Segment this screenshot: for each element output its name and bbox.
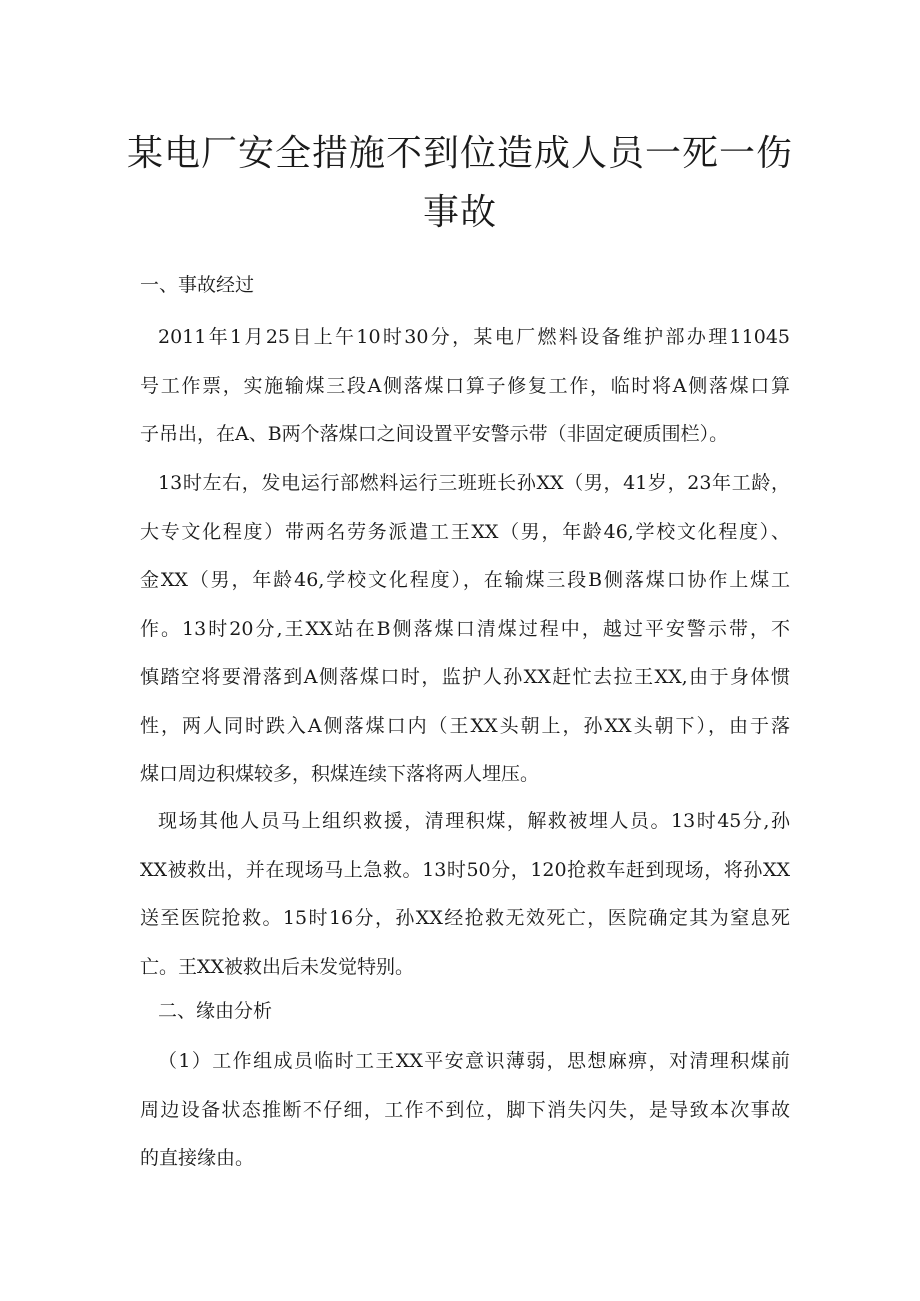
text-line: 金XX（男，年龄46,学校文化程度），在输煤三段B侧落煤口协作上煤工 bbox=[140, 569, 790, 591]
text-line: 作。13时20分,王XX站在B侧落煤口清煤过程中，越过平安警示带，不 bbox=[140, 617, 790, 640]
paragraph-accident-start bbox=[140, 313, 790, 459]
text-line: 慎踏空将要滑落到A侧落煤口时，监护人孙XX赶忙去拉王XX,由于身体惯 bbox=[140, 666, 790, 688]
text-line: 2011年1月25日上午10时30分，某电厂燃料设备维护部办理11045 bbox=[158, 326, 790, 348]
text-line: 的直接缘由。 bbox=[140, 1147, 255, 1169]
document-title-line-1: 某电厂安全措施不到位造成人员一死一伤 bbox=[126, 133, 793, 174]
text-line: （1）工作组成员临时工王XX平安意识薄弱，思想麻痹，对清理积煤前 bbox=[158, 1050, 790, 1072]
text-line: 号工作票，实施输煤三段A侧落煤口算子修复工作，临时将A侧落煤口算 bbox=[140, 374, 790, 397]
text-line: XX被救出，并在现场马上急救。13时50分，120抢救车赶到现场，将孙XX bbox=[140, 858, 790, 881]
text-line: 煤口周边积煤较多，积煤连续下落将两人埋压。 bbox=[140, 763, 540, 785]
paragraph-cause-1 bbox=[140, 1037, 790, 1183]
text-line: 13时左右，发电运行部燃料运行三班班长孙XX（男，41岁，23年工龄， bbox=[158, 472, 790, 494]
section-heading-cause-analysis: 二、缘由分析 bbox=[158, 1000, 273, 1022]
document-title-line-2: 事故 bbox=[422, 192, 497, 233]
paragraph-accident-details bbox=[140, 459, 790, 799]
text-line: 亡。王XX被救出后未发觉特别。 bbox=[140, 955, 415, 978]
text-line: 大专文化程度）带两名劳务派遣工王XX（男，年龄46,学校文化程度）、 bbox=[140, 520, 790, 543]
section-heading-accident-process: 一、事故经过 bbox=[140, 274, 255, 296]
text-line: 周边设备状态推断不仔细，工作不到位，脚下消失闪失，是导致本次事故 bbox=[140, 1098, 790, 1121]
paragraph-rescue bbox=[140, 797, 790, 991]
text-line: 送至医院抢救。15时16分，孙XX经抢救无效死亡，医院确定其为窒息死 bbox=[140, 907, 790, 929]
text-line: 性，两人同时跌入A侧落煤口内（王XX头朝上，孙XX头朝下），由于落 bbox=[140, 714, 790, 737]
text-line: 现场其他人员马上组织救援，清理积煤，解救被埋人员。13时45分,孙 bbox=[158, 810, 790, 832]
text-line: 子吊出，在A、B两个落煤口之间设置平安警示带（非固定硬质围栏）。 bbox=[140, 423, 729, 445]
